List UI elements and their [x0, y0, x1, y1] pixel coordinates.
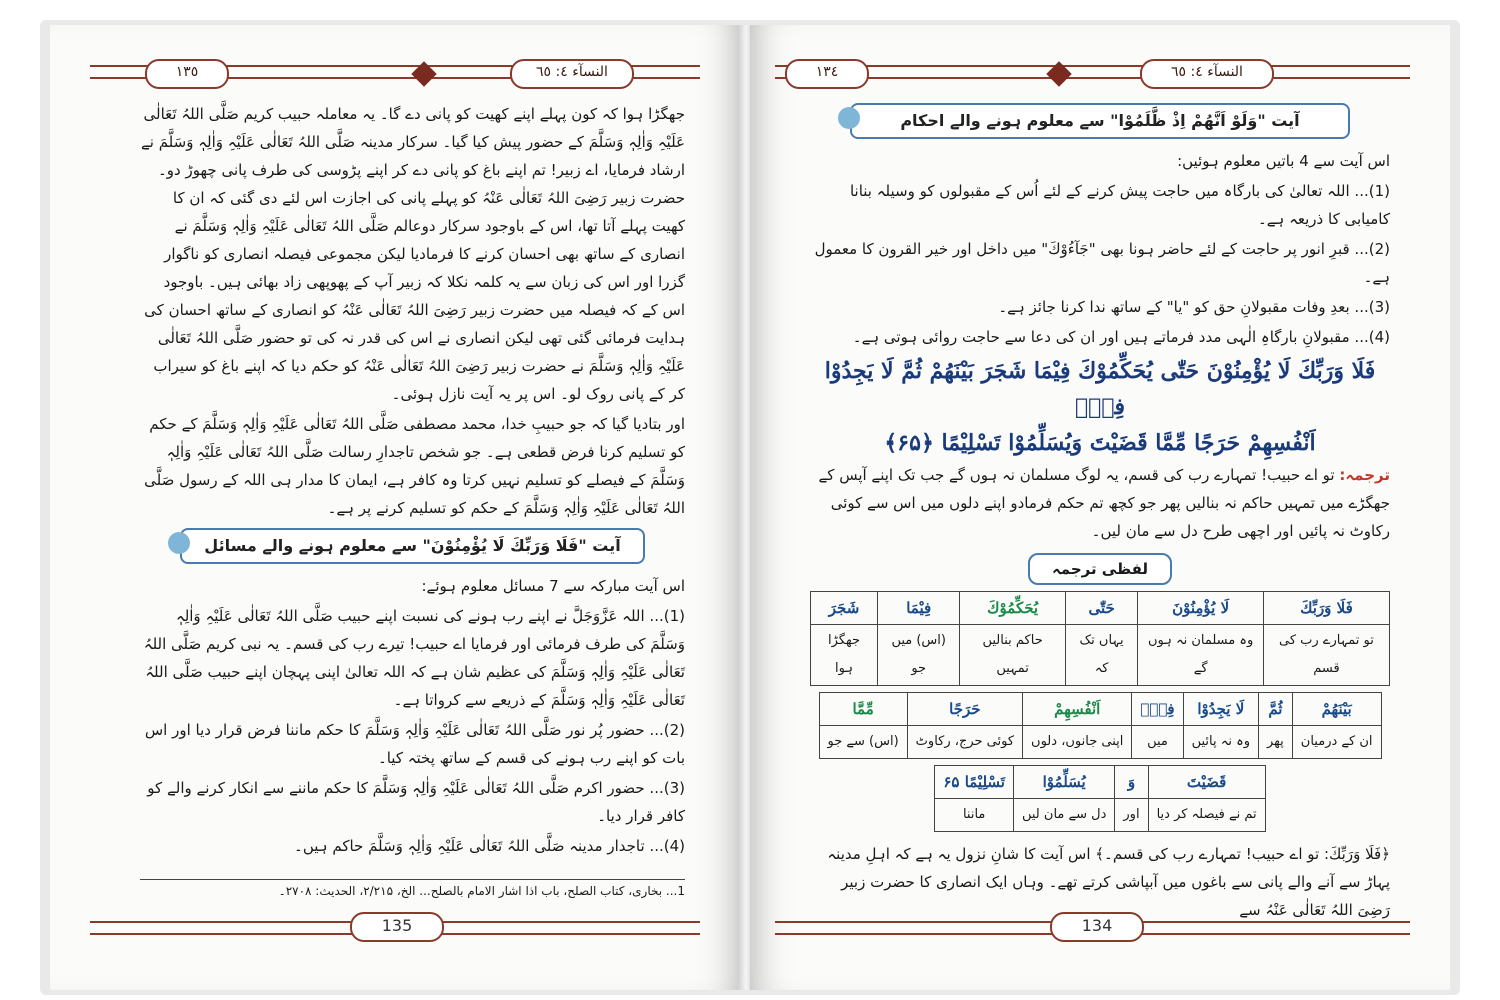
word-arabic: حَتّٰى: [1065, 592, 1137, 625]
heading-ornament-icon: [838, 107, 860, 129]
section-heading: [180, 528, 645, 564]
word-arabic: یُسَلِّمُوْا: [1013, 766, 1114, 799]
translation-text: تو اے حبیب! تمہارے رب کی قسم، یہ لوگ مسلمان نہ ہوں گے جب تک اپنے آپس کے جھگڑے میں تمہیں حاکم نہ بنالیں پھر جو کچھ تم حکم فرمادو اپنے دلوں میں اس سے کوئی رکاوٹ نہ پائیں اور اچھی طرح دل سے مان لیں۔: [818, 466, 1390, 540]
word-table-2: [819, 692, 1382, 759]
word-urdu: (اس) میں جو: [878, 625, 960, 686]
word-urdu: دل سے مان لیں: [1013, 799, 1114, 832]
paragraph: جھگڑا ہوا کہ کون پہلے اپنے کھیت کو پانی دے گا۔ یہ معاملہ حبیب کریم صَلَّی اللہُ تَعَالٰی عَلَیْہِ وَاٰلِہٖ وَسَلَّمَ کے حضور پیش کیا گیا۔ سرکار مدینہ صَلَّی اللہُ تَعَالٰی عَلَیْہِ وَاٰلِہٖ وَسَلَّمَ نے ارشاد فرمایا، اے زبیر! تم اپنے باغ کو پانی دے کر اپنے پڑوسی کی طرف پانی چھوڑ دو۔ حضرت زبیر رَضِیَ اللہُ تَعَالٰی عَنْہُ کو پہلے پانی کی اجازت اس لئے دی گئی کہ ان کا کھیت پہلے آتا تھا، اس کے باوجود سرکار دوعالم صَلَّی اللہُ تَعَالٰی عَلَیْہِ وَاٰلِہٖ وَسَلَّمَ نے انصاری کے ساتھ بھی احسان کرنے کا فرمادیا لیکن مجموعی فیصلہ انصاری کو ناگوار گزرا اور اس کی زبان سے یہ کلمہ نکلا کہ زبیر آپ کے پھوپھی زاد بھائی ہیں۔ باوجود اس کے کہ فیصلہ میں حضرت زبیر رَضِیَ اللہُ تَعَالٰی عَنْہُ کو انصاری کے ساتھ احسان کی ہدایت فرمائی گئی تھی لیکن انصاری نے اس کی قدر نہ کی تو حضور صَلَّی اللہُ تَعَالٰی عَلَیْہِ وَاٰلِہٖ وَسَلَّمَ نے حضرت زبیر رَضِیَ اللہُ تَعَالٰی عَنْہُ کو حکم دیا کہ اپنے باغ کو سیراب کر کے پانی روک لو۔ اس پر یہ آیت نازل ہوئی۔: [140, 105, 685, 403]
word-arabic: قَضَیْتَ: [1148, 766, 1265, 799]
word-arabic: بَیْنَهُمْ: [1292, 693, 1381, 726]
heading-ornament-icon: [168, 532, 190, 554]
section-heading-text: آیت "وَلَوْ اَنَّهُمْ اِذْ ظَّلَمُوْا" سے معلوم ہونے والے احکام: [900, 111, 1300, 130]
word-arabic: مِّمَّا: [819, 693, 907, 726]
section-heading-text: آیت "فَلَا وَرَبِّكَ لَا یُؤْمِنُوْنَ" سے معلوم ہونے والے مسائل: [204, 536, 621, 555]
left-page: [50, 25, 740, 990]
header-page-number: ١٣٤: [785, 59, 869, 89]
header-page-number: ١٣٥: [145, 59, 229, 89]
word-urdu: (اس) سے جو: [819, 726, 907, 759]
word-urdu: کوئی حرج، رکاوٹ: [907, 726, 1022, 759]
word-urdu: وہ مسلمان نہ ہوں گے: [1138, 625, 1264, 686]
word-arabic: لَا یَجِدُوْا: [1183, 693, 1258, 726]
lafzi-tarjuma-heading: لفظی ترجمہ: [1028, 553, 1172, 585]
translation: [810, 461, 1390, 545]
list-item: (2)... حضور پُر نور صَلَّی اللہُ تَعَالٰی عَلَیْہِ وَاٰلِہٖ وَسَلَّمَ کا حکم ماننا فرض قرار دیا اور اس بات کو اپنے رب ہونے کی قسم کے ساتھ پختہ کیا۔: [144, 721, 685, 767]
word-urdu: جھگڑا ہوا: [811, 625, 878, 686]
intro-line: اس آیت سے 4 باتیں معلوم ہوئیں:: [1177, 152, 1390, 170]
word-urdu: اپنی جانوں، دلوں: [1023, 726, 1132, 759]
list-item: (4)... تاجدار مدینہ صَلَّی اللہُ تَعَالٰی عَلَیْہِ وَاٰلِہٖ وَسَلَّمَ حاکم ہیں۔: [294, 837, 685, 855]
word-arabic: فِیْۤ: [1132, 693, 1183, 726]
word-arabic: تَسْلِیْمًا ۶۵: [935, 766, 1014, 799]
ayah-line-1: فَلَا وَرَبِّكَ لَا یُؤْمِنُوْنَ حَتّٰى یُحَكِّمُوْكَ فِیْمَا شَجَرَ بَیْنَهُمْ ثُمَّ لَا یَجِدُوْا فِیْۤ: [824, 358, 1376, 420]
list-item: (4)... مقبولانِ بارگاہِ الٰہی مدد فرماتے ہیں اور ان کی دعا سے حاجت روائی ہوتی ہے۔: [852, 328, 1390, 346]
word-table-1: [810, 591, 1390, 686]
closing-paragraph: ﴿فَلَا وَرَبِّكَ: تو اے حبیب! تمہارے رب کی قسم۔﴾ اس آیت کا شانِ نزول یہ ہے کہ اہلِ مدینہ پہاڑ سے آنے والے پانی سے باغوں میں آبپاشی کرتے تھے۔ وہاں ایک انصاری کا حضرت زبیر رَضِیَ اللہُ تَعَالٰی عَنْہُ سے: [827, 845, 1390, 919]
list-item: (3)... بعدِ وفات مقبولانِ حق کو "یا" کے ساتھ ندا کرنا جائز ہے۔: [998, 298, 1390, 316]
word-urdu: ان کے درمیان: [1292, 726, 1381, 759]
word-arabic: وَ: [1115, 766, 1148, 799]
page-number: 135: [350, 912, 444, 942]
right-body: [810, 97, 1390, 926]
translation-label: ترجمہ:: [1339, 466, 1390, 484]
list-item: (1)... اللہ تعالیٰ کی بارگاہ میں حاجت پیش کرنے کے لئے اُس کے مقبولوں کو وسیلہ بنانا کامیابی کا ذریعہ ہے۔: [849, 182, 1390, 228]
word-urdu: وہ نہ پائیں: [1183, 726, 1258, 759]
list-item: (2)... قبرِ انور پر حاجت کے لئے حاضر ہونا بھی "جَآءُوْكَ" میں داخل اور خیر القرون کا معمول ہے۔: [814, 240, 1390, 286]
top-border-rule: [775, 65, 1410, 79]
left-body: [140, 100, 685, 862]
word-arabic: حَرَجًا: [907, 693, 1022, 726]
word-urdu: تم نے فیصلہ کر دیا: [1148, 799, 1265, 832]
list-item: (3)... حضور اکرم صَلَّی اللہُ تَعَالٰی عَلَیْہِ وَاٰلِہٖ وَسَلَّمَ کا حکم ماننے سے انکار کرنے والے کو کافر قرار دیا۔: [147, 779, 685, 825]
word-urdu: حاکم بنالیں تمہیں: [960, 625, 1065, 686]
ayah-line-2: اَنْفُسِهِمْ حَرَجًا مِّمَّا قَضَیْتَ وَیُسَلِّمُوْا تَسْلِیْمًا ﴿۶۵﴾: [884, 430, 1316, 456]
word-urdu: ماننا: [935, 799, 1014, 832]
word-urdu: یہاں تک کہ: [1065, 625, 1137, 686]
word-table-3: [934, 765, 1265, 832]
paragraph: اور بتادیا گیا کہ جو حبیبِ خدا، محمد مصطفی صَلَّی اللہُ تَعَالٰی عَلَیْہِ وَاٰلِہٖ وَسَلَّمَ کے حکم کو تسلیم کرنا فرض قطعی ہے۔ جو شخص تاجدارِ رسالت صَلَّی اللہُ تَعَالٰی عَلَیْہِ وَاٰلِہٖ وَسَلَّمَ کے فیصلے کو تسلیم نہیں کرتا وہ کافر ہے، ایمان کا مدار ہی اللہ کے رسول صَلَّی اللہُ تَعَالٰی عَلَیْہِ وَاٰلِہٖ وَسَلَّمَ کے حکم کو تسلیم کرنے پر ہے۔: [144, 415, 685, 517]
word-urdu: میں: [1132, 726, 1183, 759]
word-urdu: تو تمہارے رب کی قسم: [1263, 625, 1389, 686]
right-page: [750, 25, 1450, 990]
word-arabic: فَلَا وَرَبِّكَ: [1263, 592, 1389, 625]
word-urdu: پھر: [1259, 726, 1293, 759]
section-heading: [850, 103, 1350, 139]
word-arabic: یُحَكِّمُوْكَ: [960, 592, 1065, 625]
word-arabic: فِیْمَا: [878, 592, 960, 625]
surah-header: النسآء ٤: ٦٥: [510, 59, 634, 89]
word-arabic: شَجَرَ: [811, 592, 878, 625]
page-number: 134: [1050, 912, 1144, 942]
intro-line: اس آیت مبارکہ سے 7 مسائل معلوم ہوئے:: [421, 577, 685, 595]
word-arabic: ثُمَّ: [1259, 693, 1293, 726]
word-urdu: اور: [1115, 799, 1148, 832]
surah-header: النسآء ٤: ٦٥: [1140, 59, 1274, 89]
word-arabic: اَنْفُسِهِمْ: [1023, 693, 1132, 726]
footnote: 1... بخاری، کتاب الصلح، باب اذا اشار الامام بالصلح... الخ، ۲/۲۱۵، الحدیث: ۲۷۰۸۔: [140, 879, 685, 898]
word-arabic: لَا یُؤْمِنُوْنَ: [1138, 592, 1264, 625]
list-item: (1)... اللہ عَزَّوَجَلَّ نے اپنے رب ہونے کی نسبت اپنے حبیب صَلَّی اللہُ تَعَالٰی عَلَیْہِ وَاٰلِہٖ وَسَلَّمَ کی طرف فرمائی اور فرمایا اے حبیب! تیرے رب کی قسم۔ یہ نبی کریم صَلَّی اللہُ تَعَالٰی عَلَیْہِ وَاٰلِہٖ وَسَلَّمَ کی عظیم شان ہے کہ اللہ تعالیٰ اپنی پہچان اپنے حبیب صَلَّی اللہُ تَعَالٰی عَلَیْہِ وَاٰلِہٖ وَسَلَّمَ کے ذریعے سے کرواتا ہے۔: [143, 607, 685, 709]
